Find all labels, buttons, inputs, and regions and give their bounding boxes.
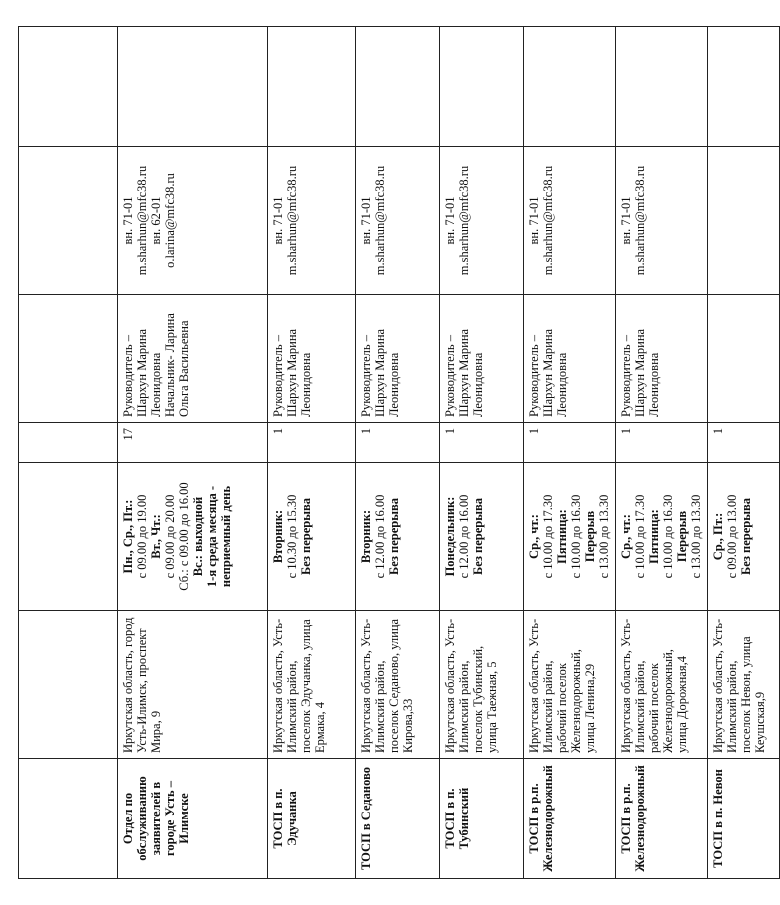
schedule-line: Вторник: — [359, 509, 373, 564]
window-count-cell: 1 — [356, 423, 440, 463]
empty-cell — [708, 27, 780, 147]
blank-header-row — [19, 27, 118, 879]
office-address-cell: Иркутская область, Усть-Илимский район, рабочий поселок Железнодорожный, улица Дорожная,4 — [616, 611, 708, 759]
window-count-cell: 1 — [708, 423, 780, 463]
office-name-cell: ТОСП в п. Эдучанка — [268, 759, 356, 879]
schedule-line: Сб.: с 09.00 до 16.00 — [177, 482, 191, 591]
table-row — [708, 27, 780, 879]
schedule-line: с 09.00 до 20.00 — [163, 494, 177, 579]
schedule-line: с 10.00 до 17.30 — [633, 494, 647, 579]
empty-cell — [268, 27, 356, 147]
schedule-line: Вт., Чт.: — [149, 514, 163, 559]
schedule-line: с 09.00 до 19.00 — [135, 494, 149, 579]
blank-cell — [19, 759, 118, 879]
schedule-cell — [356, 463, 440, 611]
blank-cell — [19, 611, 118, 759]
schedule-line: Пятница: — [647, 509, 661, 564]
window-count-cell: 1 — [268, 423, 356, 463]
window-count-cell: 17 — [118, 423, 268, 463]
office-name-cell: Отдел по обслуживанию заявителей в городе Усть – Илимске — [118, 759, 268, 879]
schedule-line: Без перерыва — [299, 498, 313, 575]
table-row — [616, 27, 708, 879]
schedule-line: Вторник: — [271, 509, 285, 564]
office-address-cell: Иркутская область, Усть-Илимский район, поселок Тубинский, улица Таежная, 5 — [440, 611, 524, 759]
schedule-line: с 13.00 до 13.30 — [597, 494, 611, 579]
office-address-cell: Иркутская область, Усть-Илимский район, поселок Седаново, улица Кирова,33 — [356, 611, 440, 759]
table-row — [524, 27, 616, 879]
blank-cell — [19, 295, 118, 423]
schedule-line: 1-я среда месяца - неприемный день — [205, 485, 233, 588]
schedule-line: Перерыв — [583, 510, 597, 563]
schedule-line: Пн., Ср., Пт.: — [121, 499, 135, 574]
schedule-line: с 13.00 до 13.30 — [689, 494, 703, 579]
schedule-line: Перерыв — [675, 510, 689, 563]
schedule-line: Ср., чт.: — [619, 514, 633, 559]
schedule-line: с 10.00 до 17.30 — [541, 494, 555, 579]
office-address-cell: Иркутская область, Усть-Илимский район, поселок Эдучанка, улица Ермака, 4 — [268, 611, 356, 759]
contact-person-cell: Руководитель – Шархун Марина Леонидовна — [616, 295, 708, 423]
contact-person-cell: Руководитель – Шархун Марина Леонидовна — [356, 295, 440, 423]
office-name-cell: ТОСП в п. Невон — [708, 759, 780, 879]
office-name-cell: ТОСП в р.п. Железнодорожный — [524, 759, 616, 879]
office-address-cell: Иркутская область, Усть-Илимский район, поселок Невон, улица Кеушская,9 — [708, 611, 780, 759]
contact-person-cell: Руководитель – Шархун Марина Леонидовна — [268, 295, 356, 423]
office-name-cell: ТОСП в п. Тубинский — [440, 759, 524, 879]
email-cell: вн. 71-01 m.sharhun@mfc38.ru вн. 62-01 o.larina@mfc38.ru — [118, 147, 268, 295]
schedule-line: Вс.: выходной — [191, 496, 205, 577]
email-cell: вн. 71-01 m.sharhun@mfc38.ru — [524, 147, 616, 295]
schedule-line: Без перерыва — [739, 498, 753, 575]
window-count-cell: 1 — [440, 423, 524, 463]
table-row — [268, 27, 356, 879]
blank-cell — [19, 147, 118, 295]
schedule-line: с 10.30 до 15.30 — [285, 494, 299, 579]
schedule-cell — [268, 463, 356, 611]
email-cell: вн. 71-01 m.sharhun@mfc38.ru — [356, 147, 440, 295]
empty-cell — [356, 27, 440, 147]
office-address-cell: Иркутская область, Усть-Илимский район, рабочий поселок Железнодорожный, улица Ленина,29 — [524, 611, 616, 759]
empty-cell — [524, 27, 616, 147]
schedule-line: с 12.00 до 16.00 — [457, 494, 471, 579]
empty-cell — [616, 27, 708, 147]
schedule-cell — [708, 463, 780, 611]
offices-table — [18, 26, 780, 879]
schedule-line: Без перерыва — [471, 498, 485, 575]
email-cell: вн. 71-01 m.sharhun@mfc38.ru — [268, 147, 356, 295]
schedule-line: с 12.00 до 16.00 — [373, 494, 387, 579]
blank-cell — [19, 463, 118, 611]
empty-cell — [118, 27, 268, 147]
contact-person-cell: Руководитель – Шархун Марина Леонидовна — [524, 295, 616, 423]
window-count-cell: 1 — [616, 423, 708, 463]
schedule-cell — [118, 463, 268, 611]
table-row — [118, 27, 268, 879]
schedule-line: Без перерыва — [387, 498, 401, 575]
schedule-cell — [524, 463, 616, 611]
schedule-line: с 10.00 до 16.30 — [661, 494, 675, 579]
office-name-cell: ТОСП в Седаново — [356, 759, 440, 879]
email-cell: вн. 71-01 m.sharhun@mfc38.ru — [440, 147, 524, 295]
schedule-cell — [616, 463, 708, 611]
office-name-cell: ТОСП в р.п. Железнодорожный — [616, 759, 708, 879]
table-row — [356, 27, 440, 879]
schedule-line: Понедельник: — [443, 496, 457, 577]
schedule-cell — [440, 463, 524, 611]
empty-cell — [440, 27, 524, 147]
schedule-line: Ср., Пт.: — [711, 512, 725, 561]
schedule-line: с 09.00 до 13.00 — [725, 494, 739, 579]
contact-person-cell: Руководитель – Шархун Марина Леонидовна Начальник- Ларина Ольга Васильевна — [118, 295, 268, 423]
schedule-line: Ср., чт.: — [527, 514, 541, 559]
office-address-cell: Иркутская область, город Усть-Илимск, проспект Мира, 9 — [118, 611, 268, 759]
email-cell — [708, 147, 780, 295]
schedule-line: с 10.00 до 16.30 — [569, 494, 583, 579]
blank-cell — [19, 423, 118, 463]
email-cell: вн. 71-01 m.sharhun@mfc38.ru — [616, 147, 708, 295]
window-count-cell: 1 — [524, 423, 616, 463]
table-row — [440, 27, 524, 879]
contact-person-cell — [708, 295, 780, 423]
blank-cell — [19, 27, 118, 147]
contact-person-cell: Руководитель – Шархун Марина Леонидовна — [440, 295, 524, 423]
schedule-line: Пятница: — [555, 509, 569, 564]
